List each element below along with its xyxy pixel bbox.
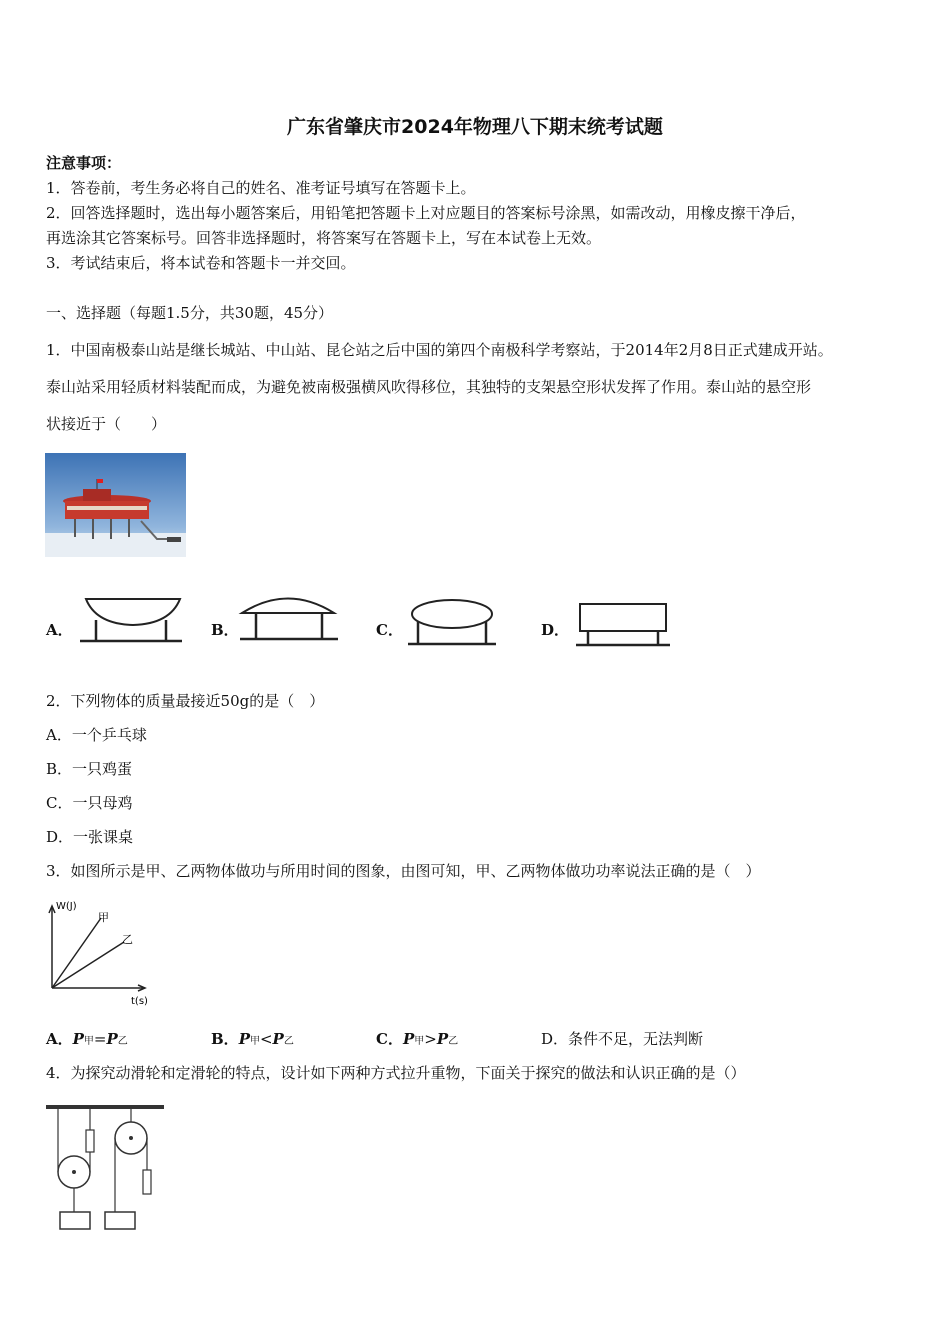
graph-line-jia [52,918,101,988]
q1-option-c-label: C． [376,621,403,639]
notice-item: 3．考试结束后，将本试卷和答题卡一并交回。 [46,254,356,272]
question-2-stem: 2．下列物体的质量最接近50g的是（ ） [46,692,325,710]
q2-option: C．一只母鸡 [46,794,133,812]
q3-option-a: A．P甲=P乙 [46,1030,128,1048]
q1-option-c-shape [406,594,498,648]
notice-item: 2．回答选择题时，选出每小题答案后，用铅笔把答题卡上对应题目的答案标号涂黑，如需改动，用橡皮擦干净后， [46,204,806,222]
q1-option-d-label: D． [541,621,570,639]
taishan-station-photo [45,453,186,557]
graph-ylabel: W(J) [56,901,77,912]
q3-work-time-graph [40,896,155,1008]
page-title: 广东省肇庆市2024年物理八下期末统考试题 [287,116,663,138]
question-1-line: 泰山站采用轻质材料装配而成，为避免被南极强横风吹得移位，其独特的支架悬空形状发挥了作用。泰山站的悬空形 [46,378,812,396]
q2-option: D．一张课桌 [46,828,134,846]
q3-option-c: C．P甲>P乙 [376,1030,459,1048]
notice-item: 1．答卷前，考生务必将自己的姓名、准考证号填写在答题卡上。 [46,179,476,197]
notice-heading: 注意事项： [46,154,122,172]
q3-option-b: B．P甲<P乙 [211,1030,294,1048]
q1-option-a-label: A． [46,621,73,639]
q4-pulley-diagram [44,1100,168,1232]
question-1-line: 状接近于（ ） [46,415,167,433]
question-3-stem: 3．如图所示是甲、乙两物体做功与所用时间的图象，由图可知，甲、乙两物体做功功率说法正确的是（ ） [46,862,761,880]
q1-option-d-shape [574,598,672,650]
section-heading: 一、选择题（每题1.5分，共30题，45分） [46,304,334,322]
question-1-line: 1．中国南极泰山站是继长城站、中山站、昆仑站之后中国的第四个南极科学考察站，于2014年2月8日正式建成开站。 [46,341,833,359]
notice-item: 再选涂其它答案标号。回答非选择题时，将答案写在答题卡上，写在本试卷上无效。 [46,229,602,247]
graph-label-jia: 甲 [98,911,109,924]
q3-option-d: D．条件不足，无法判断 [541,1030,704,1048]
q1-option-b-shape [238,586,340,644]
q2-option: A．一个乒乓球 [46,726,147,744]
q2-option: B．一只鸡蛋 [46,760,133,778]
q1-option-b-label: B． [211,621,239,639]
q1-option-a-shape [78,594,184,646]
graph-label-yi: 乙 [122,933,133,946]
graph-line-yi [52,942,124,988]
graph-xlabel: t(s) [131,996,148,1007]
question-4-stem: 4．为探究动滑轮和定滑轮的特点，设计如下两种方式拉升重物，下面关于探究的做法和认识正确的是（） [46,1064,746,1082]
